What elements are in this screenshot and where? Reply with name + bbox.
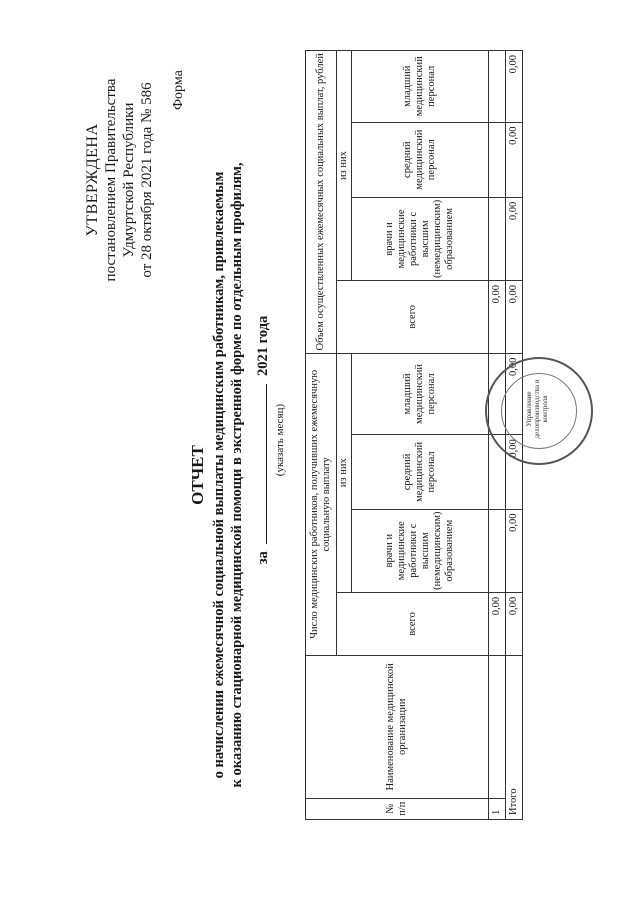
header-num: № п/п <box>306 798 489 819</box>
header-amount-doctors: врачи и медицинские работники с высшим (немедицинским) образованием <box>352 197 489 280</box>
approval-line-3: Удмуртской Республики <box>121 102 137 258</box>
cell-value <box>489 509 506 592</box>
report-heading: ОТЧЕТ <box>188 445 207 505</box>
approval-line-2: постановлением Правительства <box>103 78 119 282</box>
month-blank-line <box>252 384 267 544</box>
total-value: 0,00 <box>506 51 523 123</box>
total-value: 0,00 <box>506 353 523 435</box>
header-amount-middle: средний медицинский персонал <box>352 122 489 197</box>
header-count-junior: младший медицинский персонал <box>352 353 489 435</box>
header-count-of-which: из них <box>337 353 352 592</box>
total-value: 0,00 <box>506 509 523 592</box>
cell-value <box>489 122 506 197</box>
header-count-doctors: врачи и медицинские работники с высшим (немедицинским) образованием <box>352 509 489 592</box>
cell-value <box>489 51 506 123</box>
form-label: Форма <box>171 70 186 110</box>
total-value: 0,00 <box>506 281 523 354</box>
approval-title: УТВЕРЖДЕНА <box>84 123 101 237</box>
cell-value <box>489 197 506 280</box>
report-subtitle-line-2: к оказанию стационарной медицинской помощи в экстренной форме по отдельным профилям, <box>229 162 245 788</box>
total-value: 0,00 <box>506 197 523 280</box>
header-amount-of-which: из них <box>337 51 352 281</box>
header-org: Наименование медицинской организации <box>306 656 489 798</box>
header-group-amount: Объем осуществленных ежемесячных социальных выплат, рублей <box>306 51 337 354</box>
period-suffix: 2021 года <box>255 315 271 376</box>
header-amount-junior: младший медицинский персонал <box>352 51 489 123</box>
header-count-middle: средний медицинский персонал <box>352 435 489 509</box>
period-prefix: за <box>255 551 271 565</box>
row-org <box>489 656 506 798</box>
approval-line-4: от 28 октября 2021 года № 586 <box>139 82 155 278</box>
report-subtitle-line-1: о начислении ежемесячной социальной выплаты медицинским работникам, привлекаемым <box>211 171 227 779</box>
total-label: Итого <box>506 656 523 820</box>
report-title <box>188 145 246 805</box>
cell-value: 0,00 <box>489 592 506 655</box>
header-amount-total: всего <box>337 281 489 354</box>
period-hint: (указать месяц) <box>274 403 286 477</box>
report-period <box>252 275 286 605</box>
cell-value: 0,00 <box>489 281 506 354</box>
row-num: 1 <box>489 798 506 819</box>
total-value: 0,00 <box>506 122 523 197</box>
total-value: 0,00 <box>506 592 523 655</box>
official-stamp <box>485 357 593 465</box>
approval-block <box>84 30 156 330</box>
stamp-text: Управление делопроизводства и контроля <box>525 379 549 439</box>
total-value: 0,00 <box>506 435 523 509</box>
header-group-count: Число медицинских работников, получивших ежемесячную социальную выплату <box>306 353 337 656</box>
header-count-total: всего <box>337 592 489 655</box>
